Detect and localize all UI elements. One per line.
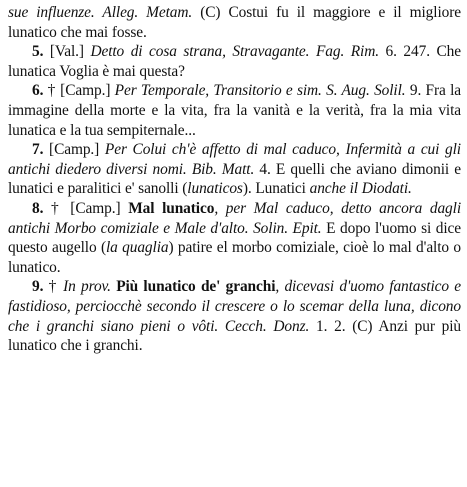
entry-number: 6.: [32, 82, 44, 100]
text-run: In prov.: [63, 278, 111, 296]
entry-number: 9.: [32, 278, 44, 296]
text-run: 6. 247. Che lunatica Voglia è mai questa?: [8, 43, 461, 80]
text-run: (C) Costui fu il maggiore e il migliore lunatico che mai fosse.: [8, 4, 461, 41]
text-run: Detto di cosa strana, Stravagante. Fag. Rim.: [90, 43, 379, 61]
entry-number: 7.: [32, 141, 44, 159]
text-run: [Val.]: [43, 43, 91, 61]
entry-5: [8, 42, 461, 81]
text-run: , dicevasi d'uomo fantastico e fastidioso, perciocchè secondo il crescere o lo scemar della luna, dicono che i granchi siano pieni o vôti. Cecch. Donz.: [8, 278, 462, 335]
entry-number: 5.: [32, 43, 44, 61]
text-run: la quaglia: [105, 239, 169, 257]
text-run: † [Camp.]: [43, 199, 129, 217]
text-run: 9. Fra la immagine della morte e la vita, fra la vanità e la verità, fra la mia vita lunatica e la tua sempiternale...: [8, 82, 462, 139]
text-run: Più lunatico de' granchi: [110, 278, 276, 296]
text-run: [Camp.]: [43, 141, 105, 159]
text-run: E dopo l'uomo si dice questo augello (: [8, 219, 461, 257]
text-run: sue influenze. Alleg. Metam.: [8, 4, 193, 21]
text-run: lunaticos: [187, 180, 243, 198]
entry-7: [8, 140, 461, 199]
text-run: 1. 2. (C) Anzi pur più lunatico che i granchi.: [8, 317, 462, 355]
text-run: † [Camp.]: [43, 82, 115, 100]
text-run: , per Mal caduco, detto ancora dagli antichi Morbo comiziale e Male d'alto. Solin. Epit.: [8, 199, 462, 237]
entry-number: 8.: [32, 199, 44, 217]
entry-continuation: [8, 3, 461, 42]
text-run: Per Temporale, Transitorio e sim. S. Aug. Solil.: [114, 82, 406, 100]
text-run: ). Lunatici: [242, 180, 310, 198]
text-run: Per Colui ch'è affetto di mal caduco, Infermità a cui gli antichi diedero diversi nomi. Bib. Matt.: [8, 141, 461, 178]
entry-8: [8, 199, 461, 277]
entry-6: [8, 81, 461, 140]
text-run: †: [43, 278, 64, 296]
text-run: 4. E quelli che aviano dimonii e lunatici e paralitici e' sanolli (: [8, 160, 461, 198]
text-run: Mal lunatico: [128, 199, 215, 217]
text-run: ) patire el morbo comiziale, cioè lo mal d'alto o lunatico.: [8, 239, 461, 276]
text-run: anche il Diodati.: [309, 180, 412, 198]
entry-9: [8, 277, 461, 355]
